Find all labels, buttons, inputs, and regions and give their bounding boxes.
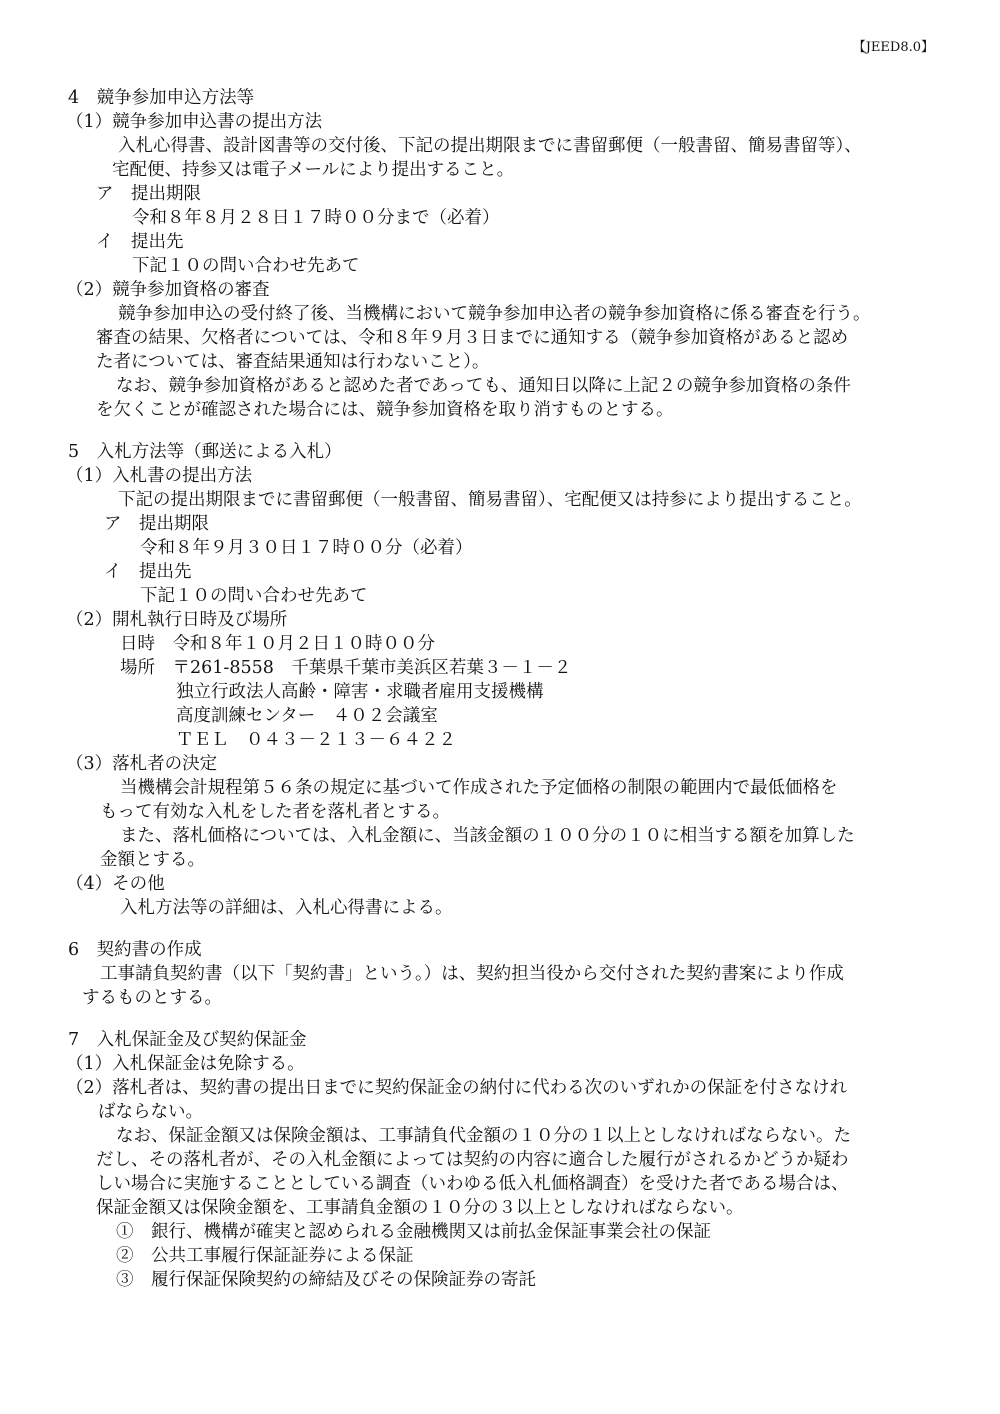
item-heading: イ 提出先 (96, 232, 184, 252)
subsection-heading: （2）落札者は、契約書の提出日までに契約保証金の納付に代わる次のいずれかの保証を付さなけれ (66, 1078, 848, 1098)
paragraph-line: なお、保証金額又は保険金額は、工事請負代金額の１０分の１以上としなければならない。た (116, 1126, 851, 1146)
paragraph-line: 金額とする。 (100, 850, 205, 870)
paragraph-line: また、落札価格については、入札金額に、当該金額の１００分の１０に相当する額を加算した (120, 826, 855, 846)
subsection-heading: （2）競争参加資格の審査 (66, 280, 270, 300)
list-item: ③ 履行保証保険契約の締結及びその保険証券の寄託 (116, 1270, 536, 1290)
item-heading: ア 提出期限 (96, 184, 201, 204)
paragraph-line: 保証金額又は保険金額を、工事請負金額の１０分の３以上としなければならない。 (96, 1198, 744, 1218)
paragraph-line: 入札心得書、設計図書等の交付後、下記の提出期限までに書留郵便（一般書留、簡易書留等）、 (118, 136, 862, 156)
paragraph-line: するものとする。 (82, 988, 222, 1008)
paragraph-line: 競争参加申込の受付終了後、当機構において競争参加申込者の競争参加資格に係る審査を行う。 (118, 304, 871, 324)
paragraph-line: もって有効な入札をした者を落札者とする。 (100, 802, 450, 822)
paragraph-line: 令和８年８月２８日１７時００分まで（必着） (132, 208, 500, 228)
subsection-heading: （1）入札書の提出方法 (66, 466, 253, 486)
paragraph-line: 当機構会計規程第５６条の規定に基づいて作成された予定価格の制限の範囲内で最低価格を (120, 778, 838, 798)
section-heading: 7 入札保証金及び契約保証金 (68, 1030, 307, 1050)
page-tag: 【JEED8.0】 (852, 40, 934, 55)
list-item: ① 銀行、機構が確実と認められる金融機関又は前払金保証事業会社の保証 (116, 1222, 711, 1242)
address-line: 独立行政法人高齢・障害・求職者雇用支援機構 (176, 682, 544, 702)
address-line: 高度訓練センター ４０２会議室 (176, 706, 438, 726)
item-heading: ア 提出期限 (104, 514, 209, 534)
paragraph-line: 下記１０の問い合わせ先あて (140, 586, 368, 606)
paragraph-line: 下記１０の問い合わせ先あて (132, 256, 360, 276)
paragraph-line: 下記の提出期限までに書留郵便（一般書留、簡易書留）、宅配便又は持参により提出すること。 (118, 490, 862, 510)
subsection-heading: （3）落札者の決定 (66, 754, 218, 774)
paragraph-line: だし、その落札者が、その入札金額によっては契約の内容に適合した履行がされるかどうか疑わ (96, 1150, 849, 1170)
address-line: 場所 〒261-8558 千葉県千葉市美浜区若葉３－１－２ (120, 658, 572, 678)
paragraph-line: 審査の結果、欠格者については、令和８年９月３日までに通知する（競争参加資格があると認め (96, 328, 849, 348)
section-heading: 4 競争参加申込方法等 (68, 88, 255, 108)
subsection-heading: （2）開札執行日時及び場所 (66, 610, 288, 630)
paragraph-line: 宅配便、持参又は電子メールにより提出すること。 (112, 160, 515, 180)
section-heading: 6 契約書の作成 (68, 940, 202, 960)
paragraph-line: なお、競争参加資格があると認めた者であっても、通知日以降に上記２の競争参加資格の条件 (116, 376, 851, 396)
paragraph-line: 入札方法等の詳細は、入札心得書による。 (120, 898, 453, 918)
phone-line: ＴＥＬ ０４３－２１３－６４２２ (176, 730, 456, 750)
list-item: ② 公共工事履行保証証券による保証 (116, 1246, 414, 1266)
paragraph-line: 工事請負契約書（以下「契約書」という。）は、契約担当役から交付された契約書案により作成 (100, 964, 844, 984)
paragraph-line: ばならない。 (98, 1102, 203, 1122)
paragraph-line: を欠くことが確認された場合には、競争参加資格を取り消すものとする。 (96, 400, 674, 420)
subsection-heading: （4）その他 (66, 874, 165, 894)
paragraph-line: 令和８年９月３０日１７時００分（必着） (140, 538, 473, 558)
subsection-heading: （1）入札保証金は免除する。 (66, 1054, 305, 1074)
item-heading: イ 提出先 (104, 562, 192, 582)
paragraph-line: た者については、審査結果通知は行わないこと）。 (96, 352, 490, 372)
section-heading: 5 入札方法等（郵送による入札） (68, 442, 342, 462)
paragraph-line: しい場合に実施することとしている調査（いわゆる低入札価格調査）を受けた者である場合は、 (96, 1174, 849, 1194)
subsection-heading: （1）競争参加申込書の提出方法 (66, 112, 323, 132)
schedule-line: 日時 令和８年１０月２日１０時００分 (120, 634, 435, 654)
